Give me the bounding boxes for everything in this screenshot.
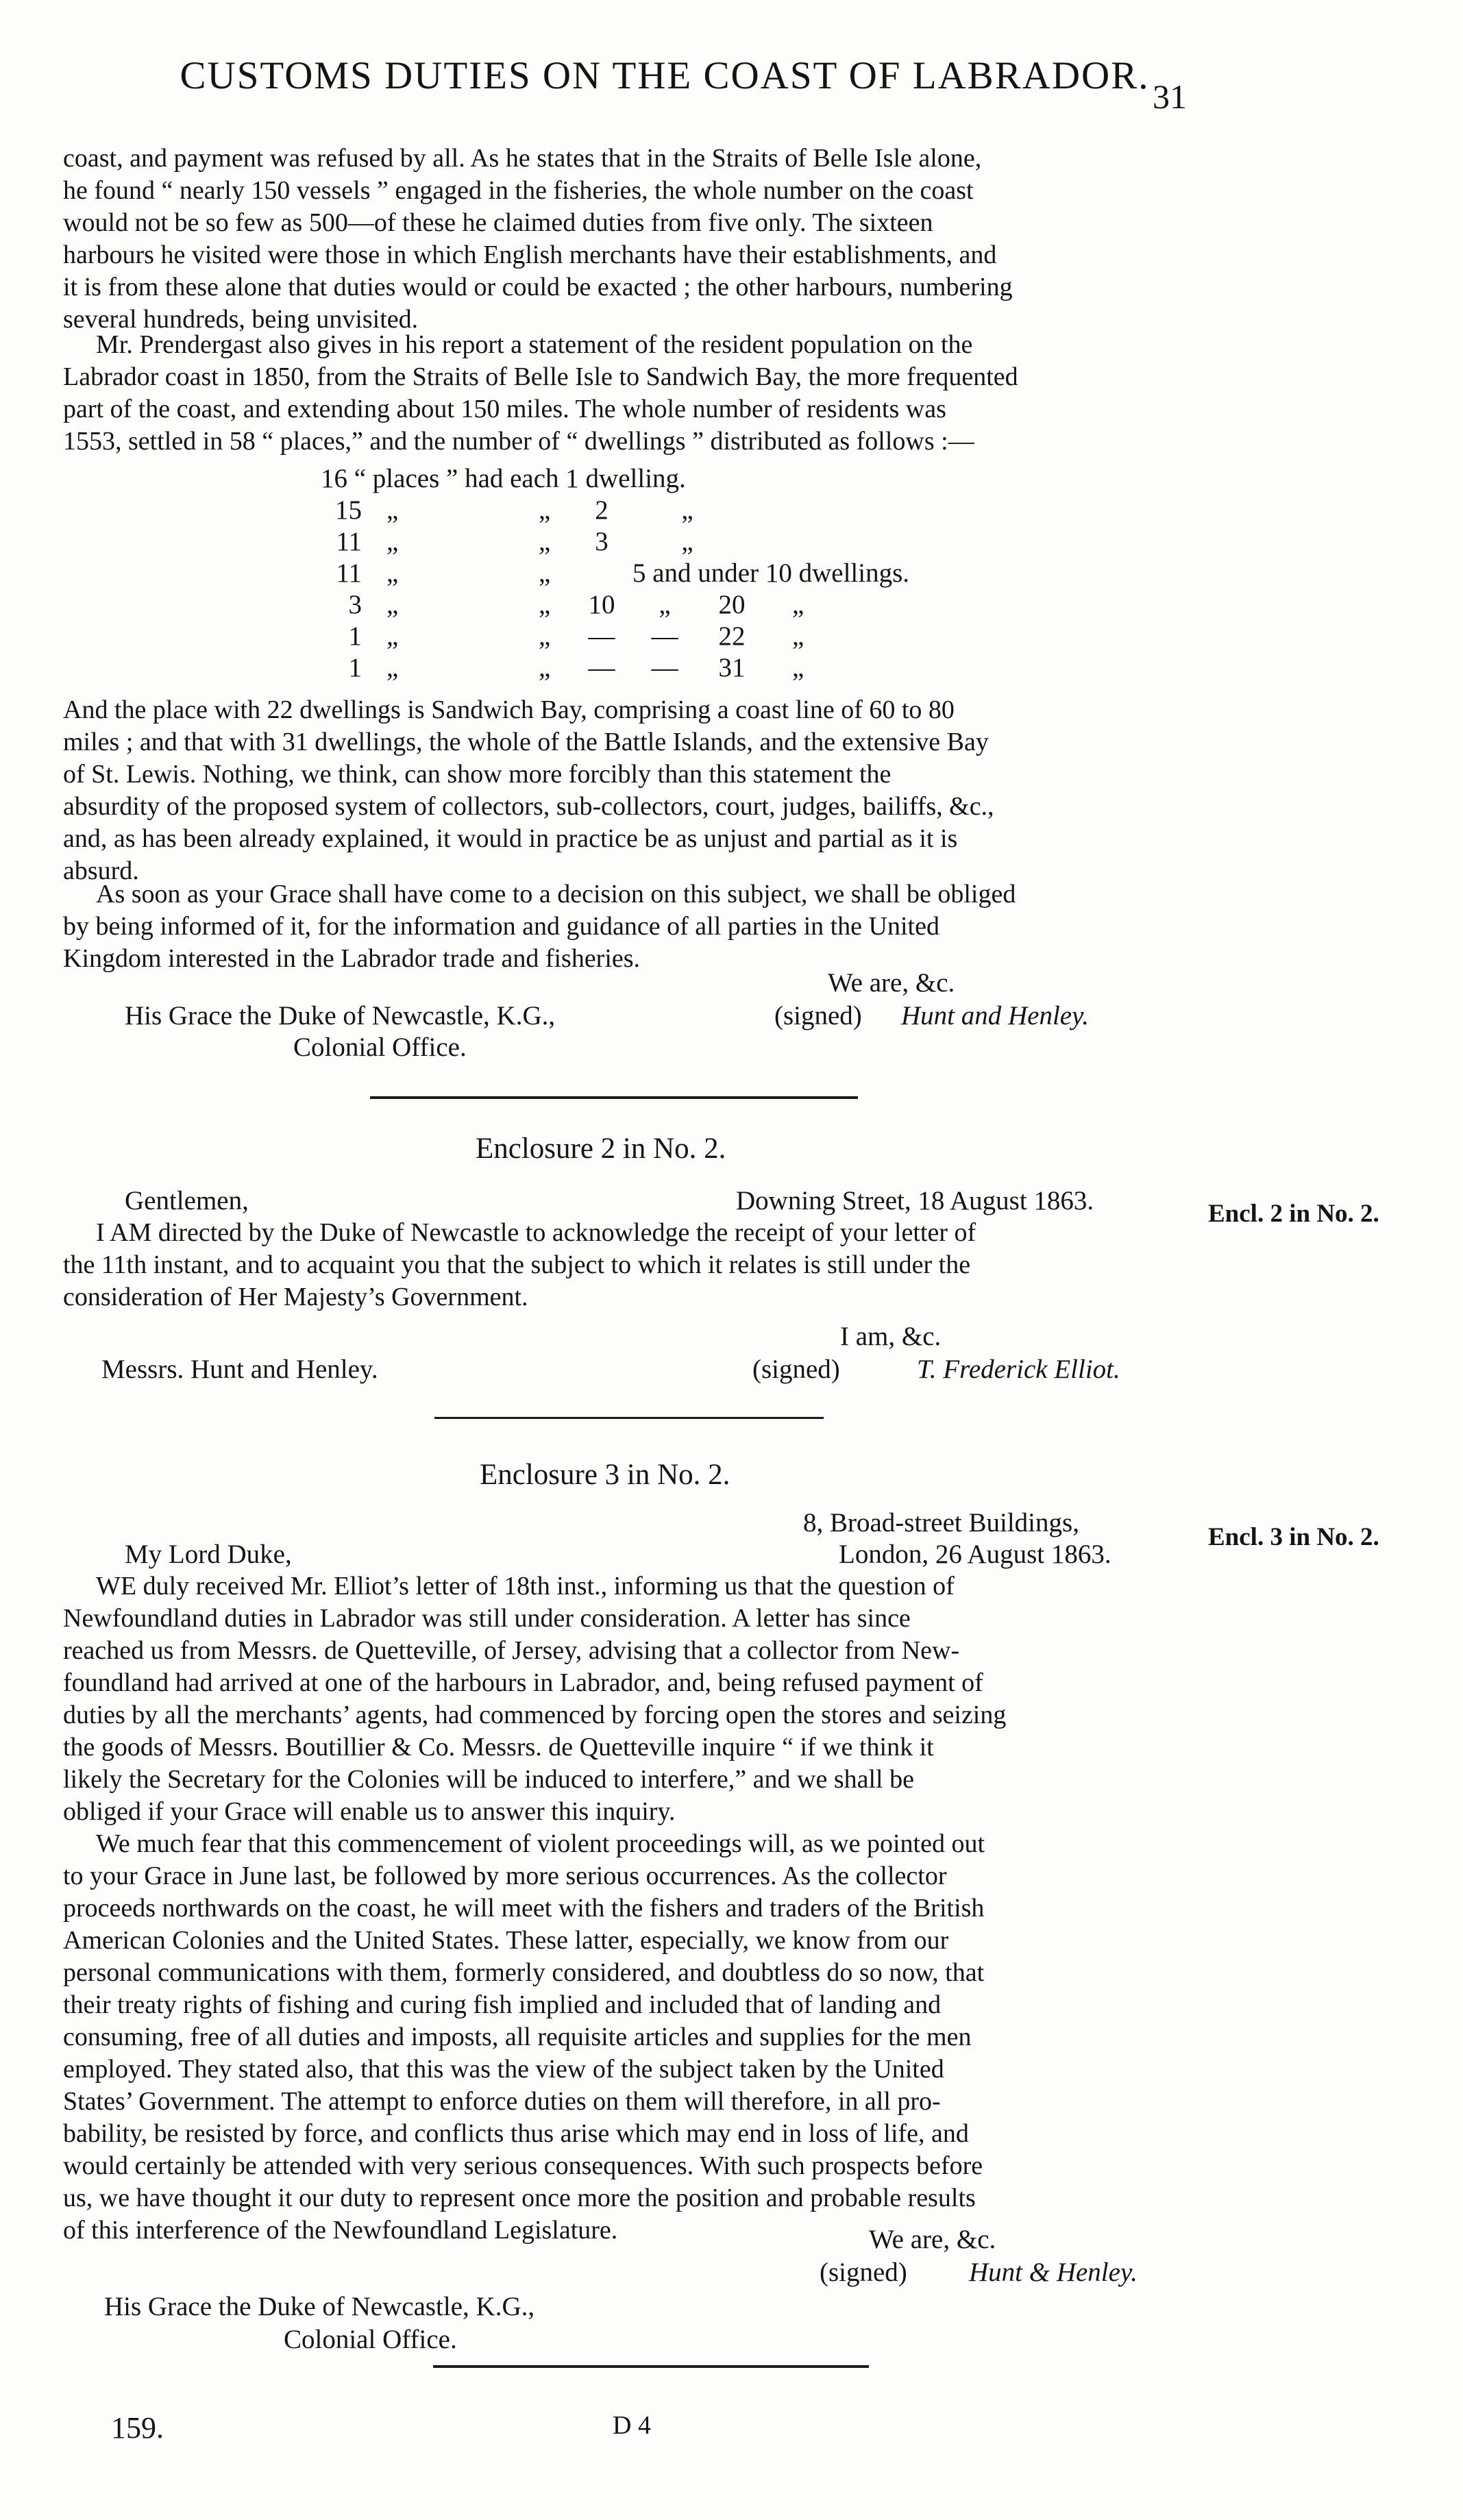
text-line: consuming, free of all duties and imposts, all requisite articles and supplies for the men xyxy=(63,2023,972,2051)
ditto-mark: „ xyxy=(386,590,399,619)
text-line: proceeds northwards on the coast, he will meet with the fishers and traders of the British xyxy=(63,1894,985,1923)
text-line: personal communications with them, formerly considered, and doubtless do so now, that xyxy=(63,1958,985,1987)
text-line: absurd. xyxy=(63,856,139,885)
dwelling-count: 10 xyxy=(588,590,615,619)
ditto-mark: „ xyxy=(539,527,551,556)
addressee-office: Colonial Office. xyxy=(293,1033,467,1062)
ditto-mark: „ xyxy=(539,558,551,588)
text-line: and, as has been already explained, it would in practice be as unjust and partial as it is xyxy=(63,824,958,853)
signed-label: (signed) xyxy=(820,2258,907,2287)
text-line: I AM directed by the Duke of Newcastle to acknowledge the receipt of your letter of xyxy=(96,1218,976,1247)
ditto-mark: „ xyxy=(792,653,804,682)
text-line: obliged if your Grace will enable us to answer this inquiry. xyxy=(63,1797,676,1826)
text-line: harbours he visited were those in which English merchants have their establishments, and xyxy=(63,240,997,269)
text-line: to your Grace in June last, be followed by more serious occurrences. As the collector xyxy=(63,1862,947,1890)
dash-mark: — xyxy=(651,653,678,682)
ditto-mark: „ xyxy=(792,621,804,651)
salutation: Gentlemen, xyxy=(125,1186,249,1215)
dwelling-count: 22 xyxy=(718,621,746,651)
text-line: of this interference of the Newfoundland Legislature. xyxy=(63,2216,618,2245)
row-count: 15 xyxy=(335,495,362,525)
row-count: 1 xyxy=(348,621,362,651)
text-line: And the place with 22 dwellings is Sandwich Bay, comprising a coast line of 60 to 80 xyxy=(63,695,955,724)
text-line: miles ; and that with 31 dwellings, the whole of the Battle Islands, and the extensive Bay xyxy=(63,728,989,756)
text-line: bability, be resisted by force, and conflicts thus arise which may end in loss of life, and xyxy=(63,2119,969,2148)
valediction: We are, &c. xyxy=(828,968,955,998)
enclosure-3-title: Enclosure 3 in No. 2. xyxy=(480,1459,730,1491)
ditto-mark: „ xyxy=(386,495,399,525)
text-line: coast, and payment was refused by all. As he states that in the Straits of Belle Isle alone, xyxy=(63,144,982,173)
signed-label: (signed) xyxy=(774,1001,862,1030)
ditto-mark: „ xyxy=(386,621,399,651)
ditto-mark: „ xyxy=(539,653,551,682)
text-line: part of the coast, and extending about 150 miles. The whole number of residents was xyxy=(63,395,946,423)
signature-mark: D 4 xyxy=(613,2411,651,2440)
text-line: We much fear that this commencement of violent proceedings will, as we pointed out xyxy=(96,1829,985,1858)
ditto-mark: „ xyxy=(659,590,671,619)
addressee-office: Colonial Office. xyxy=(284,2325,457,2354)
footer-number: 159. xyxy=(111,2411,164,2445)
text-line: the goods of Messrs. Boutillier & Co. Messrs. de Quetteville inquire “ if we think it xyxy=(63,1733,934,1762)
signatories: Hunt & Henley. xyxy=(969,2258,1138,2287)
address-line: 8, Broad-street Buildings, xyxy=(803,1508,1079,1537)
paragraph-prendergast-report xyxy=(63,329,1192,458)
text-line: reached us from Messrs. de Quetteville, of Jersey, advising that a collector from New- xyxy=(63,1636,960,1665)
signatories: Hunt and Henley. xyxy=(901,1001,1090,1030)
first-row-text: 16 “ places ” had each 1 dwelling. xyxy=(321,464,686,493)
dash-mark: — xyxy=(588,653,615,682)
paragraph-decision-request xyxy=(63,878,1192,975)
ditto-mark: „ xyxy=(386,653,399,682)
range-text: 5 and under 10 dwellings. xyxy=(632,558,910,588)
address-date: London, 26 August 1863. xyxy=(839,1540,1111,1569)
text-line: WE duly received Mr. Elliot’s letter of 18th inst., informing us that the question of xyxy=(96,1572,955,1601)
text-line: would not be so few as 500—of these he claimed duties from five only. The sixteen xyxy=(63,208,933,237)
margin-note-encl-3: Encl. 3 in No. 2. xyxy=(1208,1523,1379,1551)
text-line: several hundreds, being unvisited. xyxy=(63,305,419,334)
text-line: States’ Government. The attempt to enforce duties on them will therefore, in all pro- xyxy=(63,2087,941,2116)
text-line: the 11th instant, and to acquaint you that the subject to which it relates is still under the xyxy=(63,1250,971,1279)
text-line: likely the Secretary for the Colonies will be induced to interfere,” and we shall be xyxy=(63,1765,914,1794)
valediction: I am, &c. xyxy=(840,1322,942,1351)
addressee: His Grace the Duke of Newcastle, K.G., xyxy=(104,2292,535,2321)
ditto-mark: „ xyxy=(386,527,399,556)
text-line: Newfoundland duties in Labrador was still under consideration. A letter has since xyxy=(63,1604,911,1633)
text-line: Labrador coast in 1850, from the Straits of Belle Isle to Sandwich Bay, the more frequented xyxy=(63,362,1018,391)
text-line: foundland had arrived at one of the harbours in Labrador, and, being refused payment of xyxy=(63,1668,983,1697)
dash-mark: — xyxy=(651,621,678,651)
dash-mark: — xyxy=(588,621,615,651)
row-count: 11 xyxy=(336,527,362,556)
ditto-mark: „ xyxy=(681,527,693,556)
text-line: by being informed of it, for the information and guidance of all parties in the United xyxy=(63,912,939,941)
text-line: American Colonies and the United States. These latter, especially, we know from our xyxy=(63,1926,949,1955)
row-count: 11 xyxy=(336,558,362,588)
valediction: We are, &c. xyxy=(869,2225,996,2254)
dwelling-count: 3 xyxy=(595,527,608,556)
dwelling-count: 31 xyxy=(718,653,746,682)
text-line: would certainly be attended with very serious consequences. With such prospects before xyxy=(63,2151,983,2180)
ditto-mark: „ xyxy=(539,621,551,651)
row-count: 3 xyxy=(348,590,362,619)
text-line: Kingdom interested in the Labrador trade and fisheries. xyxy=(63,944,641,973)
ditto-mark: „ xyxy=(792,590,804,619)
text-line: their treaty rights of fishing and curing fish implied and included that of landing and xyxy=(63,1990,942,2019)
row-count: 1 xyxy=(348,653,362,682)
ditto-mark: „ xyxy=(681,495,693,525)
place-date: Downing Street, 18 August 1863. xyxy=(736,1186,1094,1215)
addressee: His Grace the Duke of Newcastle, K.G., xyxy=(125,1001,556,1030)
section-divider xyxy=(434,1417,824,1419)
text-line: 1553, settled in 58 “ places,” and the number of “ dwellings ” distributed as follows :— xyxy=(63,427,974,456)
signed-label: (signed) xyxy=(752,1355,840,1384)
text-line: it is from these alone that duties would or could be exacted ; the other harbours, numbering xyxy=(63,273,1013,301)
page-number: 31 xyxy=(1153,77,1187,116)
section-divider xyxy=(433,2365,869,2368)
text-line: he found “ nearly 150 vessels ” engaged in the fisheries, the whole number on the coast xyxy=(63,176,974,205)
enclosure-3-paragraph-2 xyxy=(63,1828,1192,2247)
running-header: CUSTOMS DUTIES ON THE COAST OF LABRADOR. xyxy=(180,54,1150,97)
ditto-mark: „ xyxy=(386,558,399,588)
dwelling-count: 2 xyxy=(595,495,608,525)
enclosure-2-body xyxy=(63,1217,1192,1313)
signatory: T. Frederick Elliot. xyxy=(917,1355,1120,1384)
text-line: Mr. Prendergast also gives in his report a statement of the resident population on the xyxy=(96,330,973,359)
text-line: absurdity of the proposed system of collectors, sub-collectors, court, judges, bailiffs, &c., xyxy=(63,792,994,821)
text-line: consideration of Her Majesty’s Government. xyxy=(63,1283,528,1311)
paragraph-sandwich-bay xyxy=(63,694,1192,887)
ditto-mark: „ xyxy=(539,590,551,619)
paragraph-coast-payment xyxy=(63,143,1192,336)
dwelling-count: 20 xyxy=(718,590,746,619)
text-line: duties by all the merchants’ agents, had commenced by forcing open the stores and seizing xyxy=(63,1701,1007,1729)
recipient: Messrs. Hunt and Henley. xyxy=(101,1355,378,1384)
enclosure-3-paragraph-1 xyxy=(63,1570,1192,1828)
salutation: My Lord Duke, xyxy=(125,1540,292,1569)
margin-note-encl-2: Encl. 2 in No. 2. xyxy=(1208,1200,1379,1228)
enclosure-2-title: Enclosure 2 in No. 2. xyxy=(476,1133,726,1165)
text-line: of St. Lewis. Nothing, we think, can show more forcibly than this statement the xyxy=(63,760,892,789)
text-line: As soon as your Grace shall have come to a decision on this subject, we shall be obliged xyxy=(96,880,1016,909)
ditto-mark: „ xyxy=(539,495,551,525)
section-divider xyxy=(370,1096,858,1099)
text-line: us, we have thought it our duty to represent once more the position and probable results xyxy=(63,2184,976,2212)
text-line: employed. They stated also, that this was the view of the subject taken by the United xyxy=(63,2055,944,2084)
